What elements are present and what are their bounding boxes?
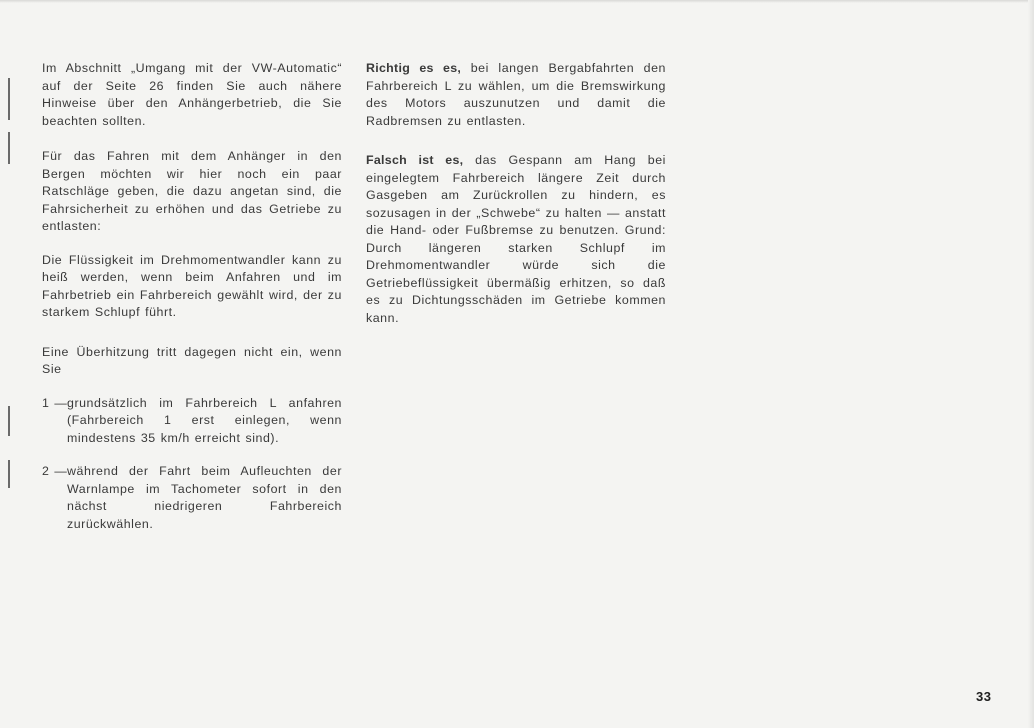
page-right-edge (1028, 0, 1034, 728)
richtig-text: bei langen Bergabfahrten den Fahrbereich L zu wählen, um die Bremswirkung des Motors auszunutzen und damit die Radbremsen zu entlasten. (366, 61, 666, 128)
richtig-lead: Richtig es es, (366, 61, 462, 75)
list-number: 2 — (42, 464, 68, 478)
falsch-paragraph (366, 152, 666, 327)
intro-paragraph: Im Abschnitt „Umgang mit der VW-Automatic“ auf der Seite 26 finden Sie auch nähere Hinweise über den Anhängerbetrieb, die Sie beachten sollten. (42, 61, 342, 128)
richtig-paragraph (366, 60, 666, 130)
margin-mark-4 (8, 460, 10, 488)
margin-mark-3 (8, 406, 10, 436)
page-number: 33 (976, 689, 992, 704)
margin-mark-2 (8, 132, 10, 164)
overheating-paragraph: Eine Überhitzung tritt dagegen nicht ein, wenn Sie (42, 344, 342, 376)
right-column (366, 60, 666, 327)
page-top-edge (0, 0, 1034, 3)
list-text: grundsätzlich im Fahrbereich L anfahren (Fahrbereich 1 erst einlegen, wenn mindestens 35 km/h erreicht sind). (67, 395, 342, 445)
list-item (42, 395, 342, 448)
margin-mark-1 (8, 78, 10, 120)
fluid-paragraph: Die Flüssigkeit im Drehmomentwandler kann zu heiß werden, wenn beim Anfahren und im Fahrbetrieb ein Fahrbereich gewählt wird, der zu starkem Schlupf führt. (42, 252, 342, 319)
falsch-lead: Falsch ist es, (366, 153, 464, 167)
list-text: während der Fahrt beim Aufleuchten der Warnlampe im Tachometer sofort in den nächst niedrigeren Fahrbereich zurückwählen. (67, 464, 342, 531)
mountains-paragraph: Für das Fahren mit dem Anhänger in den Bergen möchten wir hier noch ein paar Ratschläge geben, die dazu angetan sind, die Fahrsicherheit zu erhöhen und das Getriebe zu entlasten: (42, 149, 342, 233)
list-number: 1 — (42, 395, 68, 410)
list-item (42, 463, 342, 533)
falsch-text: das Gespann am Hang bei eingelegtem Fahrbereich längere Zeit durch Gasgeben am Zurückrollen zu hindern, es sozusagen in der „Schwebe“ zu halten — anstatt die Hand- oder Fußbremse zu benutzen. Grund: Durch längeren starken Schlupf im Drehmomentwandler würde sich die Getriebeflüssigkeit übermäßig erhitzen, so daß es zu Dichtungsschäden im Getriebe kommen kann. (366, 153, 666, 325)
left-column (42, 60, 342, 533)
